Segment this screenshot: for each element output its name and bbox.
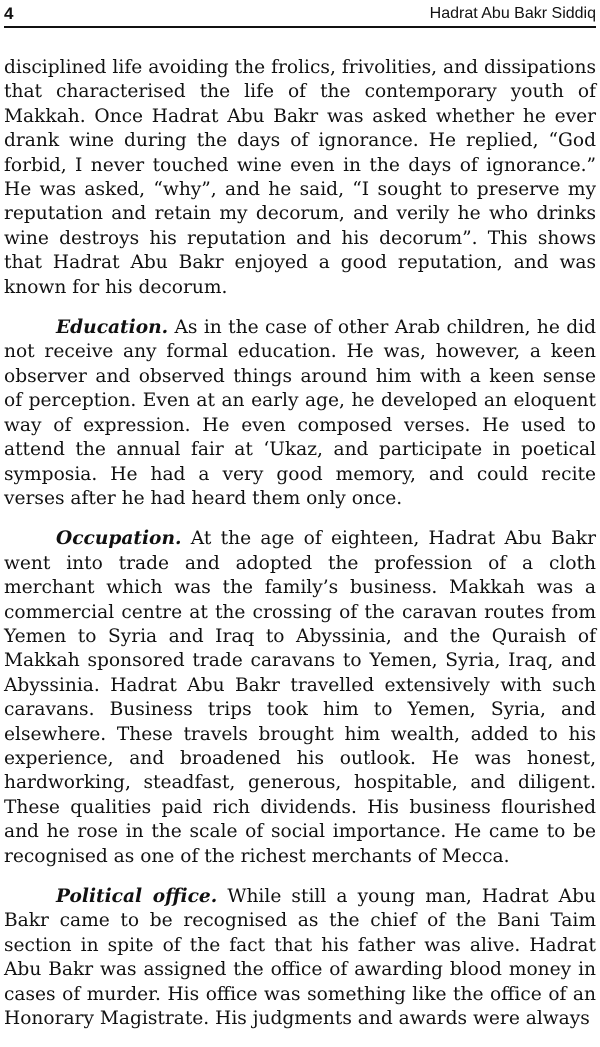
section-title-occupation: Occupation. [56, 528, 182, 550]
page-header [4, 4, 596, 28]
running-head: Hadrat Abu Bakr Siddiq [429, 5, 596, 22]
paragraph-text: disciplined life avoiding the frolics, frivolities, and dissipations that characterised the life of the contemporary youth of Makkah. Once Hadrat Abu Bakr was asked whether he ever drank wine during the days of ignorance. He replied, “God forbid, I never touched wine even in the days of ignorance.” He was asked, “why”, and he said, “I sought to preserve my reputation and retain my decorum, and verily he who drinks wine destroys his reputation and his decorum”. This shows that Hadrat Abu Bakr enjoyed a good reputation, and was known for his decorum. [4, 57, 596, 298]
paragraph-text: While still a young man, Hadrat Abu Bakr came to be recognised as the chief of the Bani Taim section in spite of the fact that his father was alive. Hadrat Abu Bakr was assigned the office of awarding blood money in cases of murder. His office was something like the office of an Honorary Magistrate. His judgments and awards were always [4, 886, 596, 1030]
body-text [4, 56, 596, 1047]
section-title-political-office: Political office. [56, 886, 218, 907]
paragraph-intro [4, 56, 596, 300]
paragraph-political-office [4, 885, 596, 1031]
paragraph-occupation [4, 527, 596, 869]
page-number: 4 [4, 4, 14, 23]
paragraph-text: As in the case of other Arab children, he did not receive any formal education. He was, however, a keen observer and observed things around him with a keen sense of perception. Even at an early age, he developed an eloquent way of expression. He even composed verses. He used to attend the annual fair at ‘Ukaz, and participate in poetical symposia. He had a very good memory, and could recite verses after he had heard them only once. [4, 317, 596, 509]
section-title-education: Education. [56, 317, 169, 339]
paragraph-education [4, 316, 596, 511]
paragraph-text: At the age of eighteen, Hadrat Abu Bakr went into trade and adopted the profession of a cloth merchant which was the family’s business. Makkah was a commercial centre at the crossing of the caravan routes from Yemen to Syria and Iraq to Abyssinia, and the Quraish of Makkah sponsored trade caravans to Yemen, Syria, Iraq, and Abyssinia. Hadrat Abu Bakr travelled extensively with such caravans. Business trips took him to Yemen, Syria, and elsewhere. These travels brought him wealth, added to his experience, and broadened his outlook. He was honest, hardworking, steadfast, generous, hospitable, and diligent. These qualities paid rich dividends. His business flourished and he rose in the scale of social importance. He came to be recognised as one of the richest merchants of Mecca. [4, 528, 596, 867]
